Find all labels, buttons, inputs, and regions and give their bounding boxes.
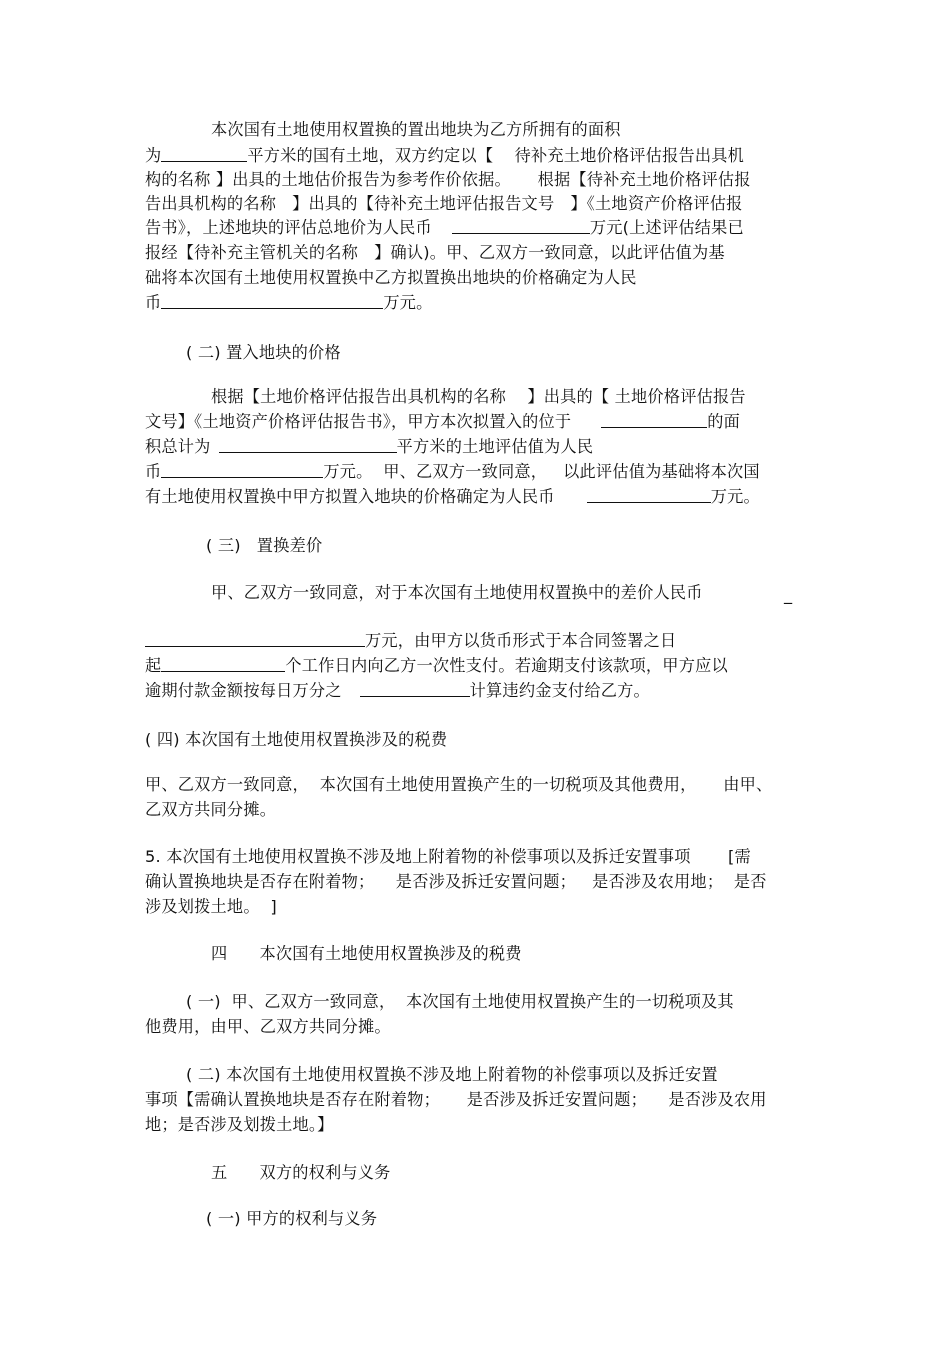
- para3-line1-mark: _: [784, 585, 793, 604]
- para1-line4: 告出具机构的名称 】出具的【待补充土地评估报告文号 】《土地资产价格评估报: [145, 194, 743, 213]
- para1-line1: 本次国有土地使用权置换的置出地块为乙方所拥有的面积: [211, 120, 621, 139]
- para2-line2: 文号】《土地资产价格评估报告书》，甲方本次拟置入的位于 的面: [145, 412, 741, 431]
- blank-valuation: [161, 462, 323, 478]
- para3-line2: 万元，由甲方以货币形式于本合同签署之日: [145, 630, 676, 652]
- section-five-title: 五 双方的权利与义务: [211, 1163, 391, 1182]
- section5-item1: ( 一) 甲方的权利与义务: [206, 1209, 378, 1228]
- para1-line2: 为 平方米的国有土地，双方约定以【 待补充土地价格评估报告出具机: [145, 146, 745, 165]
- blank-out-price: [161, 293, 383, 309]
- blank-workdays: [161, 656, 285, 672]
- heading-taxes: ( 四) 本次国有土地使用权置换涉及的税费: [145, 730, 448, 749]
- section4-item2-line3: 地；是否涉及划拨土地。】: [145, 1115, 334, 1134]
- para2-line5: 有土地使用权置换中甲方拟置入地块的价格确定为人民币 万元。: [145, 487, 760, 506]
- section-four-title: 四 本次国有土地使用权置换涉及的税费: [211, 944, 522, 963]
- heading-placement-price: ( 二) 置入地块的价格: [186, 343, 341, 362]
- para1-line5: 告书》，上述地块的评估总地价为人民币 万元(上述评估结果已: [145, 218, 744, 237]
- para3-line4: 逾期付款金额按每日万分之 计算违约金支付给乙方。: [145, 681, 650, 700]
- para3-line3: 起 个工作日内向乙方一次性支付。若逾期支付该款项，甲方应以: [145, 656, 728, 675]
- para5-line2: 确认置换地块是否存在附着物； 是否涉及拆迁安置问题； 是否涉及农用地； 是否: [145, 872, 767, 891]
- section4-item1-line1: ( 一) 甲、乙双方一致同意， 本次国有土地使用权置换产生的一切税项及其: [186, 992, 734, 1011]
- para3-line1: 甲、乙双方一致同意，对于本次国有土地使用权置换中的差价人民币: [211, 583, 703, 602]
- blank-total-price: [452, 218, 590, 234]
- para5-line1: 5. 本次国有土地使用权置换不涉及地上附着物的补偿事项以及拆迁安置事项 [需: [145, 847, 751, 866]
- para1-line8: 币 万元。: [145, 293, 433, 312]
- para2-line3: 积总计为 平方米的土地评估值为人民: [145, 437, 594, 456]
- section4-item2-line2: 事项【需确认置换地块是否存在附着物； 是否涉及拆迁安置问题； 是否涉及农用: [145, 1090, 767, 1109]
- para1-line7: 础将本次国有土地使用权置换中乙方拟置换出地块的价格确定为人民: [145, 268, 637, 287]
- blank-area-in: [219, 437, 397, 453]
- blank-in-price: [587, 487, 711, 503]
- para4-line1: 甲、乙双方一致同意， 本次国有土地使用置换产生的一切税项及其他费用， 由甲、: [145, 775, 773, 794]
- para5-line3: 涉及划拨土地。 ]: [145, 897, 277, 916]
- section4-item1-line2: 他费用，由甲、乙双方共同分摊。: [145, 1017, 391, 1036]
- blank-penalty-rate: [360, 681, 470, 697]
- blank-location: [601, 412, 707, 428]
- para2-line4: 币 万元。 甲、乙双方一致同意， 以此评估值为基础将本次国: [145, 462, 760, 481]
- para4-line2: 乙双方共同分摊。: [145, 800, 277, 819]
- para1-line6: 报经【待补充主管机关的名称 】确认)。甲、乙双方一致同意，以此评估值为基: [145, 243, 725, 262]
- para2-line1: 根据【土地价格评估报告出具机构的名称 】出具的【 土地价格评估报告: [211, 387, 746, 406]
- heading-price-difference: ( 三) 置换差价: [206, 536, 323, 555]
- blank-difference: [145, 631, 365, 647]
- section4-item2-line1: ( 二) 本次国有土地使用权置换不涉及地上附着物的补偿事项以及拆迁安置: [186, 1065, 718, 1084]
- blank-area: [161, 146, 247, 162]
- para1-line3: 构的名称 】出具的土地估价报告为参考作价依据。 根据【待补充土地价格评估报: [145, 170, 751, 189]
